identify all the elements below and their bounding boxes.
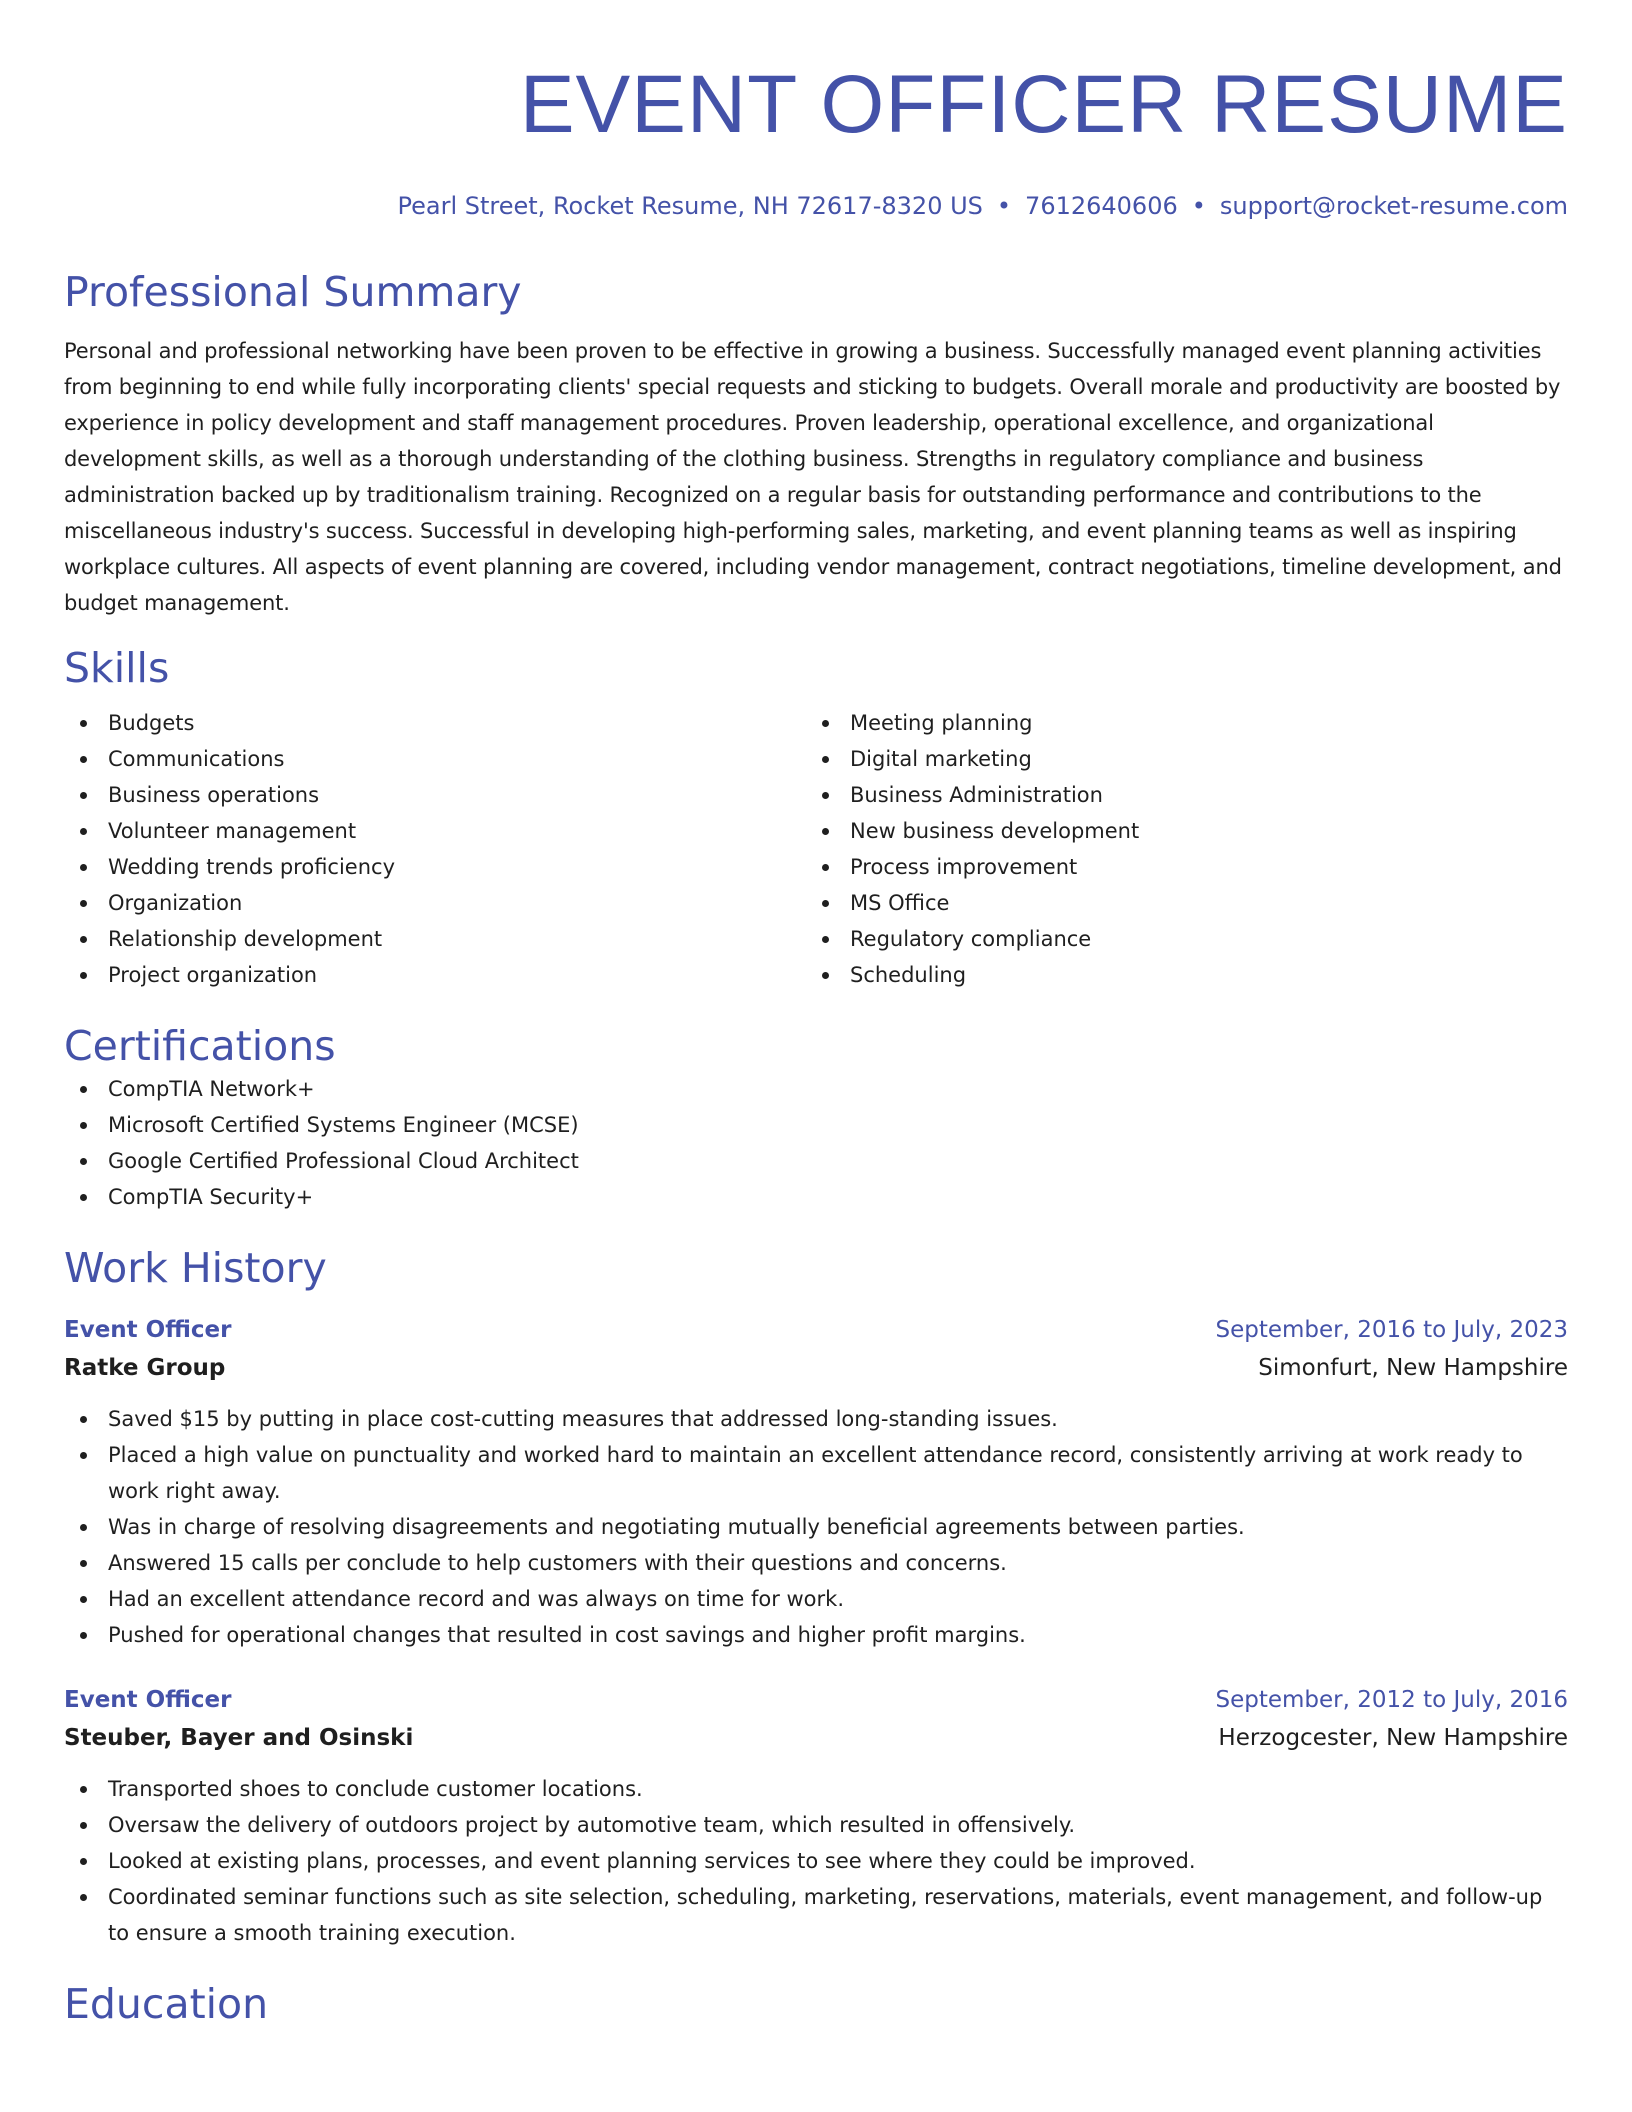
job-bullets — [64, 1401, 1568, 1653]
job-bullet: Transported shoes to conclude customer locations. — [64, 1771, 1568, 1807]
contact-email[interactable]: support@rocket-resume.com — [1219, 192, 1568, 220]
job-title: Event Officer — [64, 1687, 232, 1713]
job-header-row — [64, 1681, 1568, 1719]
job-entry — [64, 1681, 1568, 1951]
certification-item: Google Certified Professional Cloud Architect — [64, 1143, 1568, 1179]
skills-list-left — [64, 705, 806, 993]
job-bullets — [64, 1771, 1568, 1951]
skill-item: MS Office — [806, 885, 1548, 921]
skills-grid — [64, 705, 1568, 993]
summary-text: Personal and professional networking have been proven to be effective in growing a business. Successfully managed event planning activities from beginning to end while fully incorporating clients' special requests and sticking to budgets. Overall morale and productivity are boosted by experience in policy development and staff management procedures. Proven leadership, operational excellence, and organizational development skills, as well as a thorough understanding of the clothing business. Strengths in regulatory compliance and business administration backed up by traditionalism training. Recognized on a regular basis for outstanding performance and contributions to the miscellaneous industry's success. Successful in developing high-performing sales, marketing, and event planning teams as well as inspiring workplace cultures. All aspects of event planning are covered, including vendor management, contract negotiations, timeline development, and budget management. — [64, 339, 1562, 615]
job-entry — [64, 1311, 1568, 1653]
skills-heading: Skills — [64, 644, 170, 692]
job-bullet: Was in charge of resolving disagreements and negotiating mutually beneficial agreements between parties. — [64, 1509, 1568, 1545]
contact-separator: • — [996, 192, 1012, 220]
job-bullet: Placed a high value on punctuality and worked hard to maintain an excellent attendance record, consistently arriving at work ready to work right away. — [64, 1437, 1568, 1509]
job-company-row — [64, 1719, 1568, 1757]
skill-item: Wedding trends proficiency — [64, 849, 806, 885]
job-bullet: Answered 15 calls per conclude to help customers with their questions and concerns. — [64, 1545, 1568, 1581]
job-header-row — [64, 1311, 1568, 1349]
skill-item: Regulatory compliance — [806, 921, 1548, 957]
skill-item: Relationship development — [64, 921, 806, 957]
skill-item: Project organization — [64, 957, 806, 993]
certification-item: CompTIA Network+ — [64, 1071, 1568, 1107]
job-bullet: Pushed for operational changes that resulted in cost savings and higher profit margins. — [64, 1617, 1568, 1653]
skill-item: Scheduling — [806, 957, 1548, 993]
job-bullet: Had an excellent attendance record and was always on time for work. — [64, 1581, 1568, 1617]
skill-item: Budgets — [64, 705, 806, 741]
education-heading: Education — [64, 1980, 269, 2028]
skill-item: Volunteer management — [64, 813, 806, 849]
skills-list-right — [806, 705, 1548, 993]
skill-item: Meeting planning — [806, 705, 1548, 741]
skill-item: Organization — [64, 885, 806, 921]
work-history-heading: Work History — [64, 1244, 327, 1292]
contact-phone: 7612640606 — [1025, 192, 1178, 220]
job-bullet: Coordinated seminar functions such as site selection, scheduling, marketing, reservations, materials, event management, and follow-up to ensure a smooth training execution. — [64, 1879, 1568, 1951]
job-bullet: Saved $15 by putting in place cost-cutting measures that addressed long-standing issues. — [64, 1401, 1568, 1437]
job-dates: September, 2016 to July, 2023 — [1215, 1317, 1568, 1343]
certification-item: CompTIA Security+ — [64, 1179, 1568, 1215]
job-bullet: Looked at existing plans, processes, and event planning services to see where they could be improved. — [64, 1843, 1568, 1879]
job-title: Event Officer — [64, 1317, 232, 1343]
certifications-heading: Certifications — [64, 1022, 336, 1070]
job-location: Simonfurt, New Hampshire — [1258, 1355, 1568, 1381]
contact-separator: • — [1191, 192, 1206, 220]
skill-item: New business development — [806, 813, 1548, 849]
summary-heading: Professional Summary — [64, 268, 522, 316]
contact-line — [64, 191, 1568, 221]
job-company: Steuber, Bayer and Osinski — [64, 1725, 414, 1751]
job-company: Ratke Group — [64, 1355, 226, 1381]
skill-item: Process improvement — [806, 849, 1548, 885]
job-location: Herzogcester, New Hampshire — [1218, 1725, 1568, 1751]
certification-item: Microsoft Certified Systems Engineer (MCSE) — [64, 1107, 1568, 1143]
skill-item: Digital marketing — [806, 741, 1548, 777]
skill-item: Business operations — [64, 777, 806, 813]
contact-address: Pearl Street, Rocket Resume, NH 72617-8320 US — [397, 192, 983, 220]
skill-item: Communications — [64, 741, 806, 777]
certifications-list — [64, 1071, 1568, 1215]
job-company-row — [64, 1349, 1568, 1387]
resume-title: EVENT OFFICER RESUME — [519, 59, 1568, 150]
resume-header — [64, 0, 1568, 221]
job-dates: September, 2012 to July, 2016 — [1215, 1687, 1568, 1713]
job-bullet: Oversaw the delivery of outdoors project by automotive team, which resulted in offensively. — [64, 1807, 1568, 1843]
skill-item: Business Administration — [806, 777, 1548, 813]
